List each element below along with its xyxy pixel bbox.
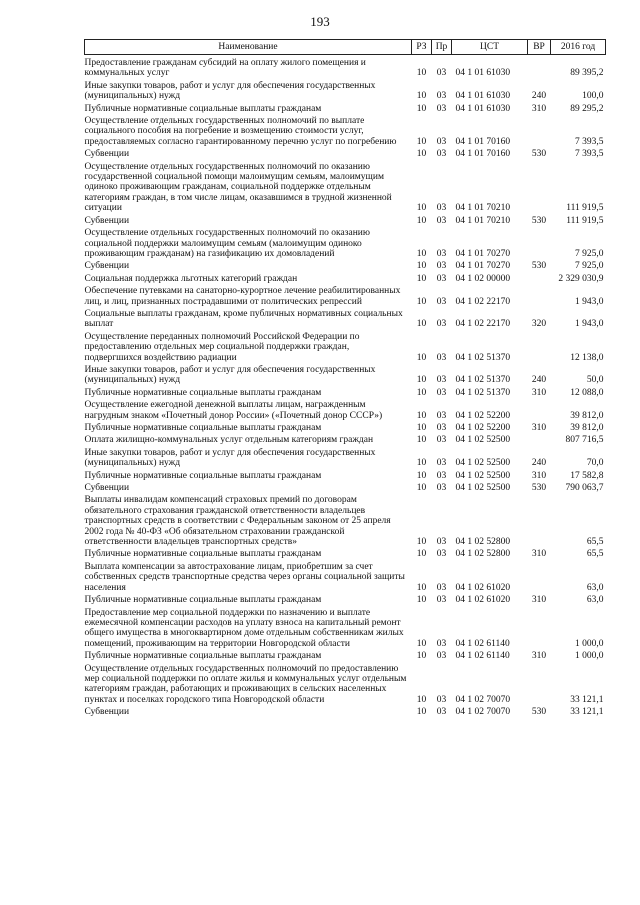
table-row: [85, 447, 606, 470]
row-pr: 03: [436, 483, 447, 494]
row-rz: 10: [416, 296, 427, 307]
row-vr: 530: [531, 215, 547, 226]
row-vr: [528, 434, 551, 446]
row-pr: 03: [436, 91, 447, 102]
table-row: [85, 364, 606, 387]
table-row: [85, 561, 606, 594]
row-vr: 530: [531, 483, 547, 494]
row-rz: 10: [416, 483, 427, 494]
row-vr: 310: [531, 549, 547, 560]
row-amount: 1 000,0: [575, 651, 604, 662]
row-rz: 10: [416, 549, 427, 560]
row-pr: 03: [436, 248, 447, 259]
table-row: [85, 260, 606, 272]
row-pr: 03: [436, 423, 447, 433]
row-pr: 03: [436, 410, 447, 421]
row-pr: 03: [436, 319, 447, 330]
row-rz: 10: [416, 261, 427, 272]
row-amount: 70,0: [586, 458, 604, 469]
row-name: Осуществление отдельных государственных полномочий по выплате социального пособия на погребение и возмещению стоимости услуг, предоставляемых согласно гарантированному перечню услуг по погребению: [84, 116, 397, 147]
row-cst: 04 1 01 61030: [455, 91, 511, 102]
row-pr: 03: [436, 136, 447, 147]
row-rz: 10: [416, 694, 427, 705]
row-name: Иные закупки товаров, работ и услуг для обеспечения государственных (муниципальных) нужд: [84, 364, 376, 386]
row-rz: 10: [416, 458, 427, 469]
row-rz: 10: [416, 149, 427, 160]
row-cst: 04 1 02 51370: [455, 375, 511, 386]
row-vr: [528, 55, 551, 80]
row-rz: 10: [416, 273, 427, 284]
row-name: Выплата компенсации за автострахование лицам, приобретшим за счет собственных средств транспортные средства через органы социальной защиты населения: [84, 561, 405, 593]
row-cst: 04 1 02 61140: [455, 638, 510, 649]
row-name: Социальная поддержка льготных категорий граждан: [84, 273, 298, 284]
row-amount: 111 919,5: [566, 215, 604, 226]
table-row: [85, 434, 606, 446]
row-rz: 10: [416, 595, 427, 606]
row-vr: 240: [531, 375, 547, 386]
row-name: Публичные нормативные социальные выплаты гражданам: [84, 423, 322, 433]
row-cst: 04 1 02 61020: [455, 582, 511, 593]
row-name: Субвенции: [84, 215, 130, 226]
row-amount: 7 925,0: [575, 261, 604, 272]
row-vr: [528, 115, 551, 148]
row-cst: 04 1 02 00000: [455, 273, 511, 284]
row-rz: 10: [416, 435, 427, 446]
row-vr: 530: [531, 261, 547, 272]
row-cst: 04 1 02 52800: [455, 537, 511, 548]
row-vr: [528, 607, 551, 651]
row-pr: 03: [436, 537, 447, 548]
row-name: Выплаты инвалидам компенсаций страховых премий по договорам обязательного страхования гражданской ответственности владельцев транспортных средств в соответствии с Федеральным законом от 25 апреля 2002 года № 40-ФЗ «Об обязательном страховании гражданской ответственности владельцев транспортных средств»: [84, 495, 391, 548]
row-pr: 03: [436, 352, 447, 363]
table-row: [85, 55, 606, 80]
row-cst: 04 1 02 52500: [455, 470, 511, 481]
row-vr: 310: [531, 423, 547, 433]
row-pr: 03: [436, 582, 447, 593]
row-rz: 10: [416, 638, 427, 649]
row-pr: 03: [436, 273, 447, 284]
row-vr: [528, 399, 551, 422]
table-row: [85, 161, 606, 215]
table-row: [85, 663, 606, 707]
row-amount: 7 393,5: [575, 149, 604, 160]
row-rz: 10: [416, 582, 427, 593]
row-name: Публичные нормативные социальные выплаты гражданам: [84, 549, 322, 560]
table-row: [85, 594, 606, 606]
row-name: Предоставление мер социальной поддержки по назначению и выплате ежемесячной компенсации расходов на уплату взноса на капитальный ремонт общего имущества в многоквартирном доме отдельным собственникам жилых помещений, проживающим на территории Новгородской области: [84, 607, 404, 649]
row-amount: 807 716,5: [565, 435, 604, 446]
row-pr: 03: [436, 458, 447, 469]
row-amount: 89 295,2: [570, 103, 604, 114]
table-row: [85, 331, 606, 364]
table-row: [85, 285, 606, 308]
table-row: [85, 148, 606, 160]
row-vr: [528, 227, 551, 260]
row-pr: 03: [436, 387, 447, 398]
row-name: Субвенции: [84, 483, 130, 494]
row-amount: 65,5: [586, 549, 604, 560]
row-amount: 790 063,7: [565, 483, 604, 494]
row-vr: 530: [531, 707, 547, 718]
table-row: [85, 470, 606, 482]
row-amount: 39 812,0: [570, 410, 604, 421]
row-name: Субвенции: [84, 149, 130, 160]
row-amount: 111 919,5: [566, 203, 604, 214]
table-row: [85, 215, 606, 227]
row-rz: 10: [416, 319, 427, 330]
row-vr: [528, 273, 551, 285]
row-cst: 04 1 01 70270: [455, 261, 511, 272]
row-amount: 63,0: [586, 595, 604, 606]
row-amount: 12 138,0: [570, 352, 604, 363]
table-row: [85, 80, 606, 103]
row-rz: 10: [416, 103, 427, 114]
table-row: [85, 399, 606, 422]
row-name: Социальные выплаты гражданам, кроме публичных нормативных социальных выплат: [84, 308, 403, 330]
row-cst: 04 1 02 61140: [455, 651, 510, 662]
header-vr: ВР: [528, 40, 551, 55]
table-row: [85, 308, 606, 331]
table-row: [85, 548, 606, 560]
table-row: [85, 650, 606, 662]
row-cst: 04 1 01 61030: [455, 103, 511, 114]
row-vr: [528, 161, 551, 215]
row-amount: 1 943,0: [575, 319, 604, 330]
header-year: 2016 год: [551, 40, 606, 55]
row-vr: [528, 663, 551, 707]
row-name: Публичные нормативные социальные выплаты гражданам: [84, 387, 322, 398]
row-vr: 310: [531, 103, 547, 114]
row-rz: 10: [416, 410, 427, 421]
row-amount: 7 393,5: [575, 136, 604, 147]
row-pr: 03: [436, 103, 447, 114]
table-row: [85, 494, 606, 548]
row-pr: 03: [436, 261, 447, 272]
row-pr: 03: [436, 651, 447, 662]
row-name: Предоставление гражданам субсидий на оплату жилого помещения и коммунальных услуг: [84, 58, 366, 79]
row-cst: 04 1 02 52500: [455, 483, 511, 494]
row-rz: 10: [416, 707, 427, 718]
header-name: Наименование: [85, 40, 412, 55]
row-name: Оплата жилищно-коммунальных услуг отдельным категориям граждан: [84, 435, 374, 446]
table-row: [85, 422, 606, 434]
header-pr: Пр: [432, 40, 452, 55]
row-pr: 03: [436, 694, 447, 705]
row-rz: 10: [416, 203, 427, 214]
row-rz: 10: [416, 537, 427, 548]
row-cst: 04 1 02 52500: [455, 458, 511, 469]
row-vr: [528, 331, 551, 364]
table-row: [85, 273, 606, 285]
row-rz: 10: [416, 215, 427, 226]
row-vr: [528, 285, 551, 308]
row-rz: 10: [416, 248, 427, 259]
row-amount: 2 329 030,9: [558, 273, 604, 284]
row-amount: 63,0: [586, 582, 604, 593]
page-number: 193: [310, 14, 330, 29]
row-pr: 03: [436, 215, 447, 226]
table-header-row: [85, 40, 606, 55]
table-row: [85, 115, 606, 148]
row-amount: 50,0: [586, 375, 604, 386]
row-cst: 04 1 02 70070: [455, 707, 511, 718]
row-rz: 10: [416, 68, 427, 79]
row-name: Осуществление отдельных государственных полномочий по оказанию государственной социальной помощи малоимущим семьям, малоимущим одиноко проживающим гражданам, социальной поддержке отдельным категориям граждан, в том числе лицам, оказавшимся в трудной жизненной ситуации: [84, 161, 392, 214]
row-name: Осуществление переданных полномочий Российской Федерации по предоставлению отдельных мер социальной поддержки граждан, подвергшихся воздействию радиации: [84, 331, 360, 363]
row-cst: 04 1 01 70210: [455, 215, 511, 226]
row-amount: 7 925,0: [575, 248, 604, 259]
row-cst: 04 1 01 70270: [455, 248, 511, 259]
row-pr: 03: [436, 549, 447, 560]
row-cst: 04 1 02 52800: [455, 549, 511, 560]
row-name: Публичные нормативные социальные выплаты гражданам: [84, 651, 322, 662]
row-name: Субвенции: [84, 707, 130, 718]
row-vr: 310: [531, 595, 547, 606]
row-amount: 1 000,0: [575, 638, 604, 649]
row-pr: 03: [436, 707, 447, 718]
row-cst: 04 1 02 22170: [455, 296, 511, 307]
row-pr: 03: [436, 435, 447, 446]
row-rz: 10: [416, 375, 427, 386]
table-row: [85, 387, 606, 399]
row-name: Иные закупки товаров, работ и услуг для обеспечения государственных (муниципальных) нужд: [84, 447, 376, 469]
row-vr: 310: [531, 470, 547, 481]
row-name: Осуществление отдельных государственных полномочий по оказанию социальной поддержки малоимущим семьям (малоимущим одиноко проживающим гражданам) на газификацию их домовладений: [84, 228, 370, 259]
row-cst: 04 1 02 52200: [455, 410, 511, 421]
row-cst: 04 1 02 61020: [455, 595, 511, 606]
row-pr: 03: [436, 638, 447, 649]
header-rz: РЗ: [412, 40, 432, 55]
row-rz: 10: [416, 423, 427, 433]
row-rz: 10: [416, 136, 427, 147]
row-pr: 03: [436, 595, 447, 606]
row-cst: 04 1 02 52200: [455, 423, 511, 433]
row-rz: 10: [416, 352, 427, 363]
row-pr: 03: [436, 68, 447, 79]
row-cst: 04 1 02 70070: [455, 694, 511, 705]
row-cst: 04 1 01 70160: [455, 136, 511, 147]
row-name: Публичные нормативные социальные выплаты гражданам: [84, 103, 322, 114]
row-vr: [528, 494, 551, 548]
row-vr: 240: [531, 458, 547, 469]
row-vr: 530: [531, 149, 547, 160]
row-rz: 10: [416, 387, 427, 398]
row-cst: 04 1 01 70210: [455, 203, 511, 214]
row-amount: 39 812,0: [570, 423, 604, 433]
row-rz: 10: [416, 91, 427, 102]
row-cst: 04 1 02 22170: [455, 319, 511, 330]
row-amount: 65,5: [586, 537, 604, 548]
row-amount: 33 121,1: [570, 707, 604, 718]
row-pr: 03: [436, 470, 447, 481]
row-amount: 17 582,8: [570, 470, 604, 481]
row-name: Обеспечение путевками на санаторно-курортное лечение реабилитированных лиц, и лиц, признанных пострадавшими от политических репрессий: [84, 286, 401, 307]
row-pr: 03: [436, 203, 447, 214]
row-name: Иные закупки товаров, работ и услуг для обеспечения государственных (муниципальных) нужд: [84, 80, 376, 102]
row-name: Осуществление отдельных государственных полномочий по предоставлению мер социальной поддержки по оплате жилья и коммунальных услуг отдельным категориям граждан, работающих и проживающих в сельских населенных пунктах и поселках городского типа Новгородской области: [84, 663, 407, 705]
row-pr: 03: [436, 375, 447, 386]
table-row: [85, 227, 606, 260]
row-pr: 03: [436, 296, 447, 307]
row-rz: 10: [416, 651, 427, 662]
table-row: [85, 482, 606, 494]
row-amount: 89 395,2: [570, 68, 604, 79]
table-row: [85, 607, 606, 651]
budget-table: [84, 39, 606, 719]
row-name: Публичные нормативные социальные выплаты гражданам: [84, 595, 322, 606]
row-vr: 320: [531, 319, 547, 330]
row-name: Публичные нормативные социальные выплаты гражданам: [84, 470, 322, 481]
table-row: [85, 706, 606, 718]
row-amount: 1 943,0: [575, 296, 604, 307]
row-cst: 04 1 02 52500: [455, 435, 511, 446]
row-name: Осуществление ежегодной денежной выплаты лицам, награжденным нагрудным знаком «Почетный донор России» («Почетный донор СССР»): [84, 400, 383, 421]
row-name: Субвенции: [84, 261, 130, 272]
row-amount: 33 121,1: [570, 694, 604, 705]
row-cst: 04 1 01 61030: [455, 68, 511, 79]
header-cst: ЦСТ: [452, 40, 528, 55]
row-cst: 04 1 02 51370: [455, 352, 511, 363]
row-vr: 310: [531, 651, 547, 662]
row-rz: 10: [416, 470, 427, 481]
row-amount: 12 088,0: [570, 387, 604, 398]
table-row: [85, 103, 606, 115]
row-cst: 04 1 02 51370: [455, 387, 511, 398]
row-pr: 03: [436, 149, 447, 160]
row-cst: 04 1 01 70160: [455, 149, 511, 160]
row-vr: 310: [531, 387, 547, 398]
row-vr: [528, 561, 551, 594]
row-amount: 100,0: [582, 91, 604, 102]
row-vr: 240: [531, 91, 547, 102]
